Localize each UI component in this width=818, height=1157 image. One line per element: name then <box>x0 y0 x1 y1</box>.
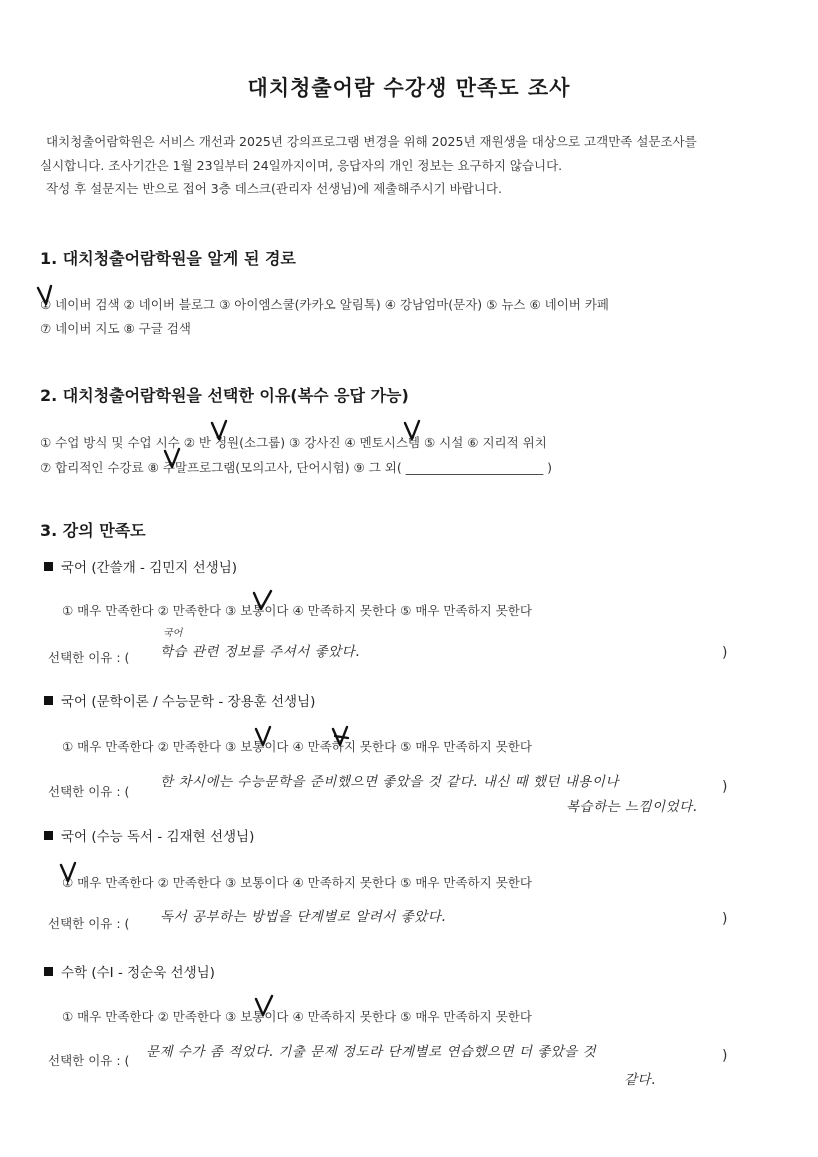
course-title: 국어 (문학이론 / 수능문학 - 장용훈 선생님) <box>44 690 315 710</box>
handwritten-reason: 한 차시에는 수능문학을 준비했으면 좋았을 것 같다. 내신 때 했던 내용이나 <box>160 774 619 790</box>
handwritten-reason-continued: 복습하는 느낌이었다. <box>566 799 698 815</box>
check-mark-icon <box>58 860 84 886</box>
bullet-square-icon <box>44 967 53 976</box>
check-mark-icon <box>36 282 62 308</box>
reason-label: 선택한 이유 : ( <box>48 650 130 665</box>
q1-heading: 1. 대치청출어람학원을 알게 된 경로 <box>40 249 296 268</box>
bullet-square-icon <box>44 562 53 571</box>
intro-line-2: 실시합니다. 조사기간은 1월 23일부터 24일까지이며, 응답자의 개인 정보는 요구하지 않습니다. <box>40 158 563 173</box>
check-mark-icon <box>330 724 356 750</box>
q2-heading: 2. 대치청출어람학원을 선택한 이유(복수 응답 가능) <box>40 386 409 405</box>
handwritten-reason: 학습 관련 정보를 주셔서 좋았다. <box>160 644 360 660</box>
check-mark-icon <box>253 724 279 750</box>
check-mark-icon <box>253 994 279 1020</box>
course-title: 국어 (수능 독서 - 김재현 선생님) <box>44 825 254 845</box>
check-mark-icon <box>162 446 188 472</box>
intro-line-1: 대치청출어람학원은 서비스 개선과 2025년 강의프로그램 변경을 위해 2025년 재원생을 대상으로 고객만족 설문조사를 <box>46 134 697 149</box>
rating-scale: ① 매우 만족한다 ② 만족한다 ③ 보통이다 ④ 만족하지 못한다 ⑤ 매우 만족하지 못한다 <box>62 739 532 754</box>
close-paren: ) <box>722 1048 728 1064</box>
handwritten-reason: 독서 공부하는 방법을 단계별로 알려서 좋았다. <box>160 909 447 925</box>
reason-label: 선택한 이유 : ( <box>48 784 130 799</box>
rating-scale: ① 매우 만족한다 ② 만족한다 ③ 보통이다 ④ 만족하지 못한다 ⑤ 매우 만족하지 못한다 <box>62 603 532 618</box>
rating-scale: ① 매우 만족한다 ② 만족한다 ③ 보통이다 ④ 만족하지 못한다 ⑤ 매우 만족하지 못한다 <box>62 1009 532 1024</box>
close-paren: ) <box>722 911 728 927</box>
reason-label: 선택한 이유 : ( <box>48 1053 130 1068</box>
check-mark-icon <box>209 418 235 444</box>
reason-label: 선택한 이유 : ( <box>48 916 130 931</box>
bullet-square-icon <box>44 696 53 705</box>
q3-heading: 3. 강의 만족도 <box>40 521 146 540</box>
page-title: 대치청출어람 수강생 만족도 조사 <box>247 76 571 100</box>
q1-options-line-2: ⑦ 네이버 지도 ⑧ 구글 검색 <box>40 321 191 336</box>
rating-scale: ① 매우 만족한다 ② 만족한다 ③ 보통이다 ④ 만족하지 못한다 ⑤ 매우 만족하지 못한다 <box>62 875 532 890</box>
close-paren: ) <box>722 645 728 661</box>
intro-line-3: 작성 후 설문지는 반으로 접어 3층 데스크(관리자 선생님)에 제출해주시기 바랍니다. <box>46 181 502 196</box>
course-title: 수학 (수Ⅰ - 정순욱 선생님) <box>44 961 215 981</box>
check-mark-icon <box>402 418 428 444</box>
handwritten-note: 국어 <box>163 628 183 639</box>
q1-options-line-1: ① 네이버 검색 ② 네이버 블로그 ③ 아이엠스쿨(카카오 알림톡) ④ 강남엄마(문자) ⑤ 뉴스 ⑥ 네이버 카페 <box>40 297 609 312</box>
handwritten-reason-continued: 같다. <box>624 1072 656 1088</box>
bullet-square-icon <box>44 831 53 840</box>
q2-options-line-2: ⑦ 합리적인 수강료 ⑧ 주말프로그램(모의고사, 단어시험) ⑨ 그 외( ______________________ ) <box>40 460 553 475</box>
handwritten-reason: 문제 수가 좀 적었다. 기출 문제 정도라 단계별로 연습했으면 더 좋았을 것 <box>146 1044 597 1060</box>
close-paren: ) <box>722 779 728 795</box>
check-mark-icon <box>251 588 277 614</box>
course-title: 국어 (간쓸개 - 김민지 선생님) <box>44 556 237 576</box>
q2-options-line-1: ① 수업 방식 및 수업 시수 ② 반 정원(소그룹) ③ 강사진 ④ 멘토시스템 ⑤ 시설 ⑥ 지리적 위치 <box>40 435 547 450</box>
